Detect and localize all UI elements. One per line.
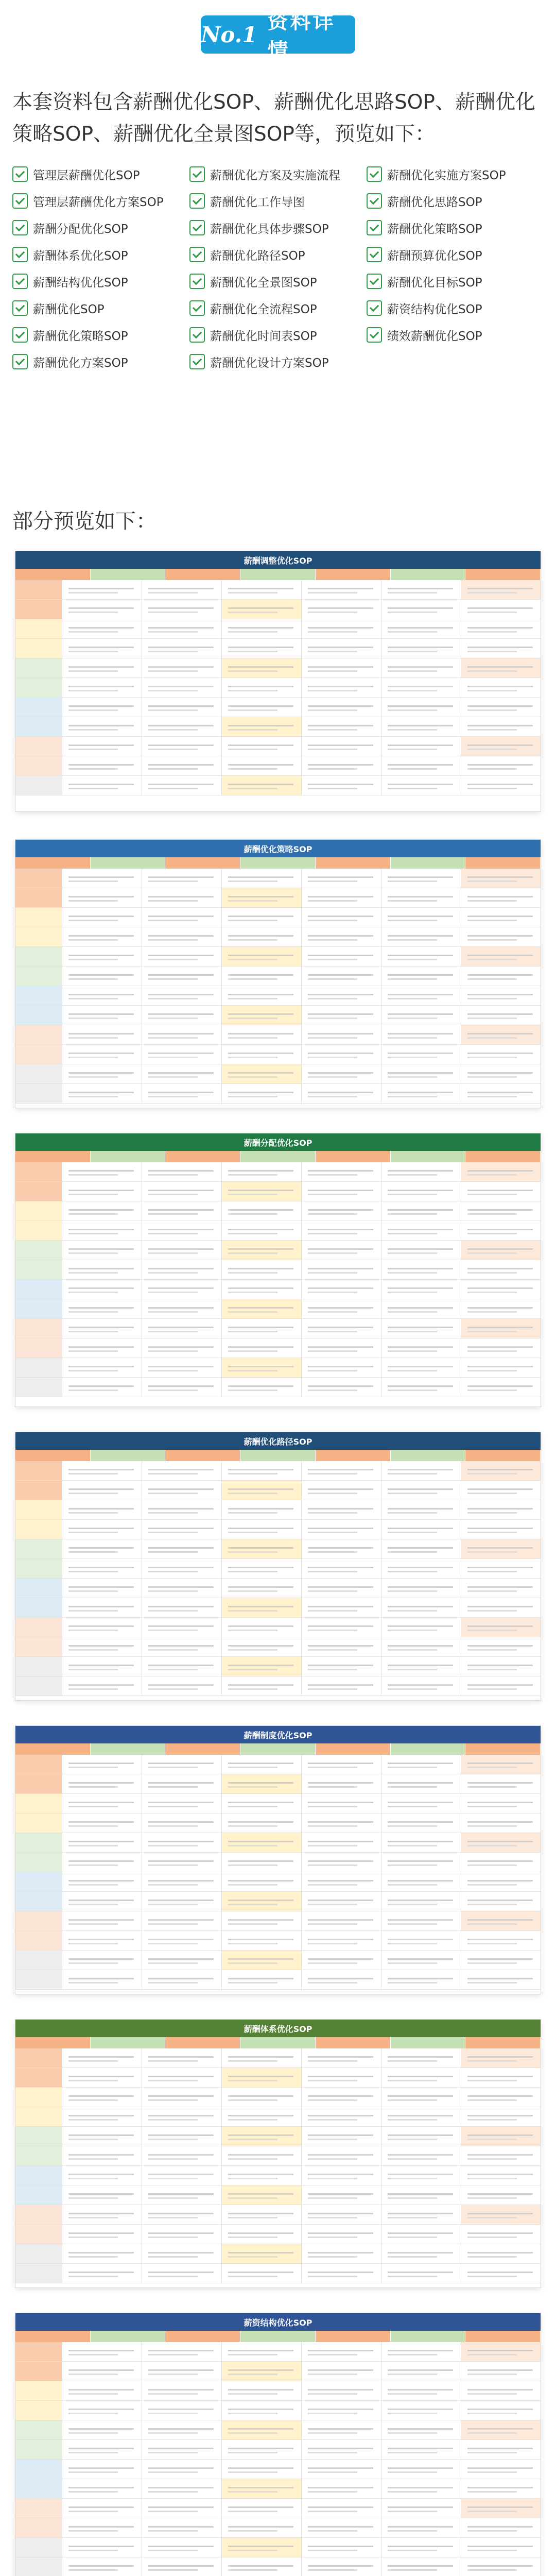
preview-row — [15, 2460, 541, 2479]
preview-row — [15, 1338, 541, 1358]
checkbox-icon — [189, 274, 205, 289]
checklist-item — [189, 216, 367, 240]
checkbox-icon — [367, 166, 382, 182]
checklist-item — [12, 189, 189, 213]
preview-row — [15, 678, 541, 698]
preview-row — [15, 888, 541, 908]
preview-row — [15, 1045, 541, 1064]
preview-row — [15, 2342, 541, 2362]
preview-row — [15, 600, 541, 619]
preview-thumbnail — [15, 1133, 541, 1406]
preview-row — [15, 2401, 541, 2420]
checklist-item-label: 薪酬优化策略SOP — [33, 329, 128, 343]
preview-row — [15, 1378, 541, 1397]
preview-row — [15, 2381, 541, 2401]
checkbox-icon — [367, 193, 382, 209]
checklist-item — [367, 162, 544, 186]
section-number: No.1 — [201, 22, 257, 47]
checklist-item-label: 薪酬优化策略SOP — [387, 222, 482, 236]
preview-column-header — [15, 569, 541, 580]
preview-row — [15, 698, 541, 717]
preview-title: 薪酬体系优化SOP — [15, 2020, 541, 2037]
checklist-item-label: 薪资结构优化SOP — [387, 302, 482, 316]
checklist-item — [12, 296, 189, 320]
checklist-item-label: 薪酬优化SOP — [33, 302, 105, 316]
checklist-item-label: 薪酬优化路径SOP — [210, 249, 305, 263]
preview-column-header — [15, 1743, 541, 1755]
checklist-item-label: 薪酬优化全流程SOP — [210, 302, 317, 316]
checklist-item — [189, 189, 367, 213]
checkbox-icon — [12, 220, 28, 235]
preview-row — [15, 2479, 541, 2499]
intro-text: 本套资料包含薪酬优化SOP、薪酬优化思路SOP、薪酬优化策略SOP、薪酬优化全景图SOP等，预览如下： — [12, 91, 535, 146]
preview-row — [15, 2088, 541, 2107]
checkbox-icon — [189, 166, 205, 182]
preview-row — [15, 1182, 541, 1201]
preview-row — [15, 1911, 541, 1931]
checkbox-icon — [367, 300, 382, 316]
preview-row — [15, 2146, 541, 2166]
checklist-item-label: 薪酬优化实施方案SOP — [387, 168, 506, 182]
preview-title: 薪酬调整优化SOP — [15, 551, 541, 569]
checklist-item — [12, 350, 189, 374]
preview-row — [15, 639, 541, 658]
checkbox-icon — [12, 166, 28, 182]
section-title: 资料详情 — [267, 10, 336, 63]
preview-row — [15, 1319, 541, 1338]
preview-title: 薪酬优化路径SOP — [15, 1432, 541, 1450]
preview-row — [15, 1520, 541, 1539]
checklist-item-label: 薪酬结构优化SOP — [33, 276, 128, 290]
checklist-item-label: 薪酬优化设计方案SOP — [210, 356, 329, 370]
preview-column-header — [15, 1151, 541, 1162]
preview-title: 薪酬优化策略SOP — [15, 840, 541, 857]
preview-row — [15, 2127, 541, 2146]
section-header — [0, 0, 556, 67]
checklist-item-label: 薪酬优化思路SOP — [387, 195, 482, 209]
checklist-item — [189, 296, 367, 320]
checkbox-icon — [367, 327, 382, 343]
checklist-item — [189, 323, 367, 347]
preview-row — [15, 947, 541, 967]
checklist-item-label: 管理层薪酬优化SOP — [33, 168, 140, 182]
preview-row — [15, 2205, 541, 2225]
checkbox-icon — [189, 354, 205, 369]
checklist-item-label: 薪酬优化具体步骤SOP — [210, 222, 329, 236]
preview-row — [15, 737, 541, 756]
preview-thumbnail — [15, 1726, 541, 1994]
preview-row — [15, 1637, 541, 1657]
preview-row — [15, 1579, 541, 1598]
preview-row — [15, 658, 541, 678]
preview-row — [15, 776, 541, 795]
preview-row — [15, 1931, 541, 1951]
checklist-item — [189, 162, 367, 186]
preview-row — [15, 1025, 541, 1045]
checkbox-icon — [12, 247, 28, 262]
preview-row — [15, 1872, 541, 1892]
checklist-item — [367, 296, 544, 320]
checkbox-icon — [12, 300, 28, 316]
checkbox-icon — [367, 247, 382, 262]
checkbox-icon — [189, 327, 205, 343]
checklist-item — [189, 243, 367, 266]
checkbox-icon — [189, 247, 205, 262]
preview-column-header — [15, 857, 541, 869]
preview-row — [15, 2538, 541, 2557]
preview-row — [15, 1814, 541, 1833]
preview-row — [15, 756, 541, 776]
checklist-item — [12, 269, 189, 293]
preview-row — [15, 1618, 541, 1637]
preview-row — [15, 927, 541, 947]
checklist-item — [367, 243, 544, 266]
checklist-item-label: 薪酬体系优化SOP — [33, 249, 128, 263]
preview-row — [15, 1657, 541, 1676]
checkbox-icon — [12, 274, 28, 289]
preview-row — [15, 2518, 541, 2538]
checkbox-icon — [189, 300, 205, 316]
preview-row — [15, 908, 541, 927]
preview-thumbnail — [15, 840, 541, 1108]
preview-row — [15, 1481, 541, 1500]
checklist-item-label: 薪酬优化方案及实施流程 — [210, 168, 340, 182]
preview-row — [15, 580, 541, 600]
preview-row — [15, 2440, 541, 2460]
preview-thumbnail — [15, 2313, 541, 2576]
preview-row — [15, 869, 541, 888]
checklist-grid — [12, 162, 544, 497]
preview-thumbnail — [15, 2020, 541, 2287]
preview-row — [15, 2499, 541, 2518]
checklist-item — [367, 269, 544, 293]
preview-row — [15, 1559, 541, 1579]
preview-row — [15, 1774, 541, 1794]
checklist-item — [189, 350, 367, 374]
preview-row — [15, 1676, 541, 1696]
preview-row — [15, 1260, 541, 1280]
checklist-item — [367, 216, 544, 240]
preview-row — [15, 2048, 541, 2068]
preview-column-header — [15, 1450, 541, 1461]
checkbox-icon — [12, 327, 28, 343]
checkbox-icon — [12, 354, 28, 369]
preview-row — [15, 1201, 541, 1221]
preview-column-header — [15, 2331, 541, 2342]
section-banner — [201, 10, 355, 63]
checkbox-icon — [367, 274, 382, 289]
checklist-item-label: 薪酬分配优化SOP — [33, 222, 128, 236]
preview-row — [15, 717, 541, 737]
checklist-item — [367, 189, 544, 213]
preview-row — [15, 1500, 541, 1520]
checklist-item — [189, 269, 367, 293]
preview-row — [15, 2068, 541, 2088]
preview-row — [15, 967, 541, 986]
checklist-item — [367, 323, 544, 347]
checkbox-icon — [189, 193, 205, 209]
checklist-item-label: 管理层薪酬优化方案SOP — [33, 195, 164, 209]
preview-row — [15, 619, 541, 639]
preview-row — [15, 2244, 541, 2264]
checklist-item — [12, 216, 189, 240]
preview-row — [15, 1280, 541, 1299]
preview-thumbnail — [15, 551, 541, 811]
checklist-item-label: 薪酬优化方案SOP — [33, 356, 128, 370]
preview-row — [15, 1833, 541, 1853]
preview-row — [15, 2166, 541, 2185]
checklist-item-label: 薪酬优化目标SOP — [387, 276, 482, 290]
checklist-item-label: 薪酬预算优化SOP — [387, 249, 482, 263]
preview-row — [15, 1951, 541, 1970]
checkbox-icon — [12, 193, 28, 209]
preview-title: 薪酬制度优化SOP — [15, 1726, 541, 1743]
preview-row — [15, 1299, 541, 1319]
preview-thumbnail — [15, 1432, 541, 1700]
preview-title: 薪资结构优化SOP — [15, 2313, 541, 2331]
checklist-item — [12, 243, 189, 266]
preview-row — [15, 1853, 541, 1872]
preview-row — [15, 1598, 541, 1618]
preview-row — [15, 1241, 541, 1260]
checklist-item — [12, 162, 189, 186]
preview-row — [15, 1892, 541, 1911]
checklist-item-label: 薪酬优化时间表SOP — [210, 329, 317, 343]
checkbox-icon — [189, 220, 205, 235]
preview-row — [15, 1461, 541, 1481]
preview-row — [15, 1358, 541, 1378]
preview-label: 部分预览如下： — [12, 510, 157, 533]
checkbox-icon — [367, 220, 382, 235]
preview-row — [15, 1970, 541, 1990]
preview-row — [15, 986, 541, 1006]
preview-row — [15, 1006, 541, 1025]
checklist-item-label: 绩效薪酬优化SOP — [387, 329, 482, 343]
preview-row — [15, 2185, 541, 2205]
preview-row — [15, 1162, 541, 1182]
preview-row — [15, 2264, 541, 2283]
preview-row — [15, 1755, 541, 1774]
preview-row — [15, 1539, 541, 1559]
preview-row — [15, 2362, 541, 2381]
preview-row — [15, 1794, 541, 1814]
preview-row — [15, 2107, 541, 2127]
checklist-item — [12, 323, 189, 347]
preview-row — [15, 1221, 541, 1241]
preview-row — [15, 2557, 541, 2576]
preview-column-header — [15, 2037, 541, 2048]
preview-title: 薪酬分配优化SOP — [15, 1133, 541, 1151]
checklist-item-label: 薪酬优化工作导图 — [210, 195, 305, 209]
preview-row — [15, 2225, 541, 2244]
preview-row — [15, 1084, 541, 1104]
preview-row — [15, 2420, 541, 2440]
preview-row — [15, 1064, 541, 1084]
checklist-item-label: 薪酬优化全景图SOP — [210, 276, 317, 290]
